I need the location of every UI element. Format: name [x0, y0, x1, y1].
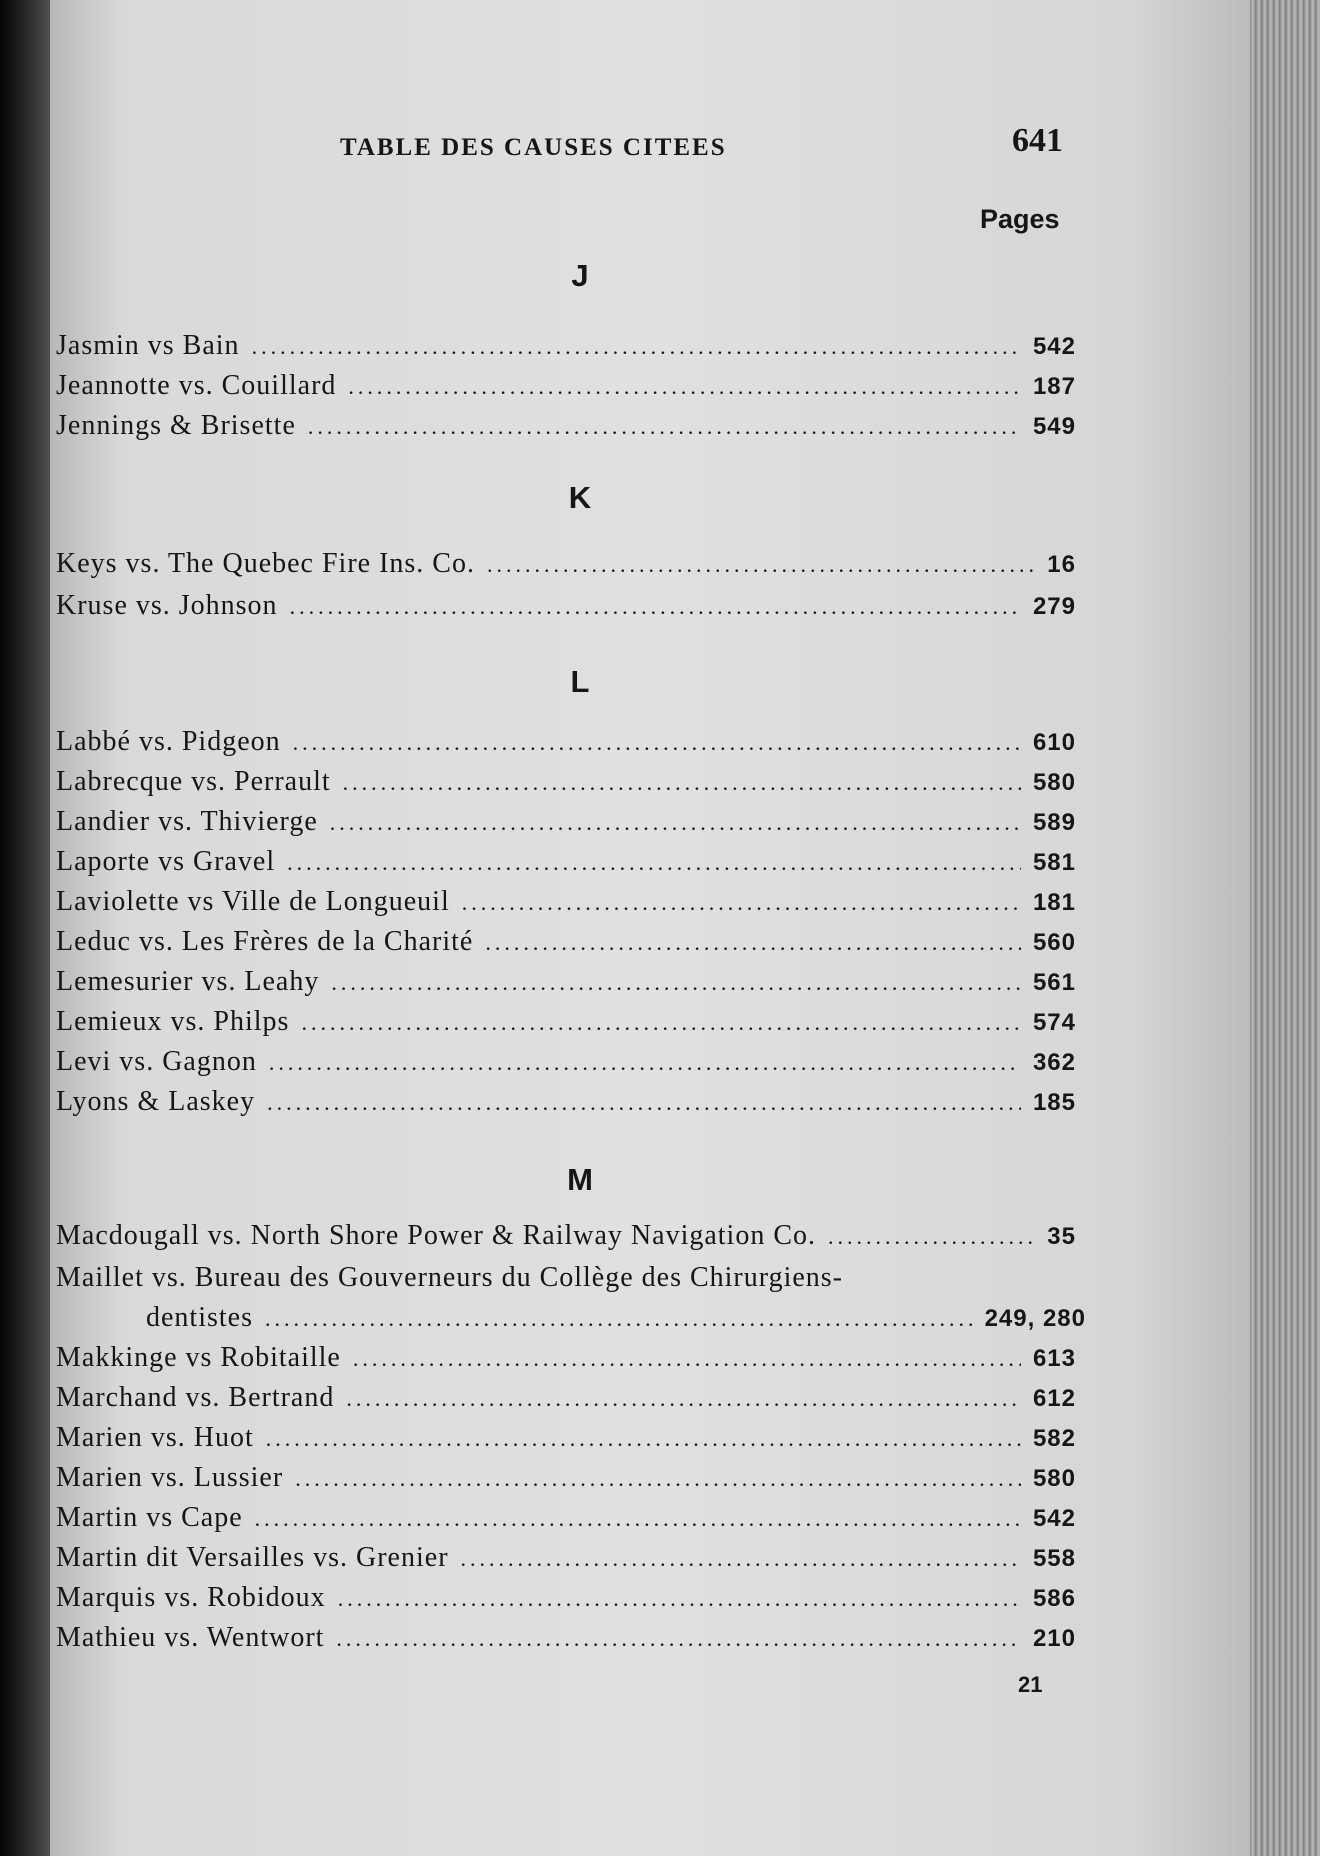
- case-page: 586: [1032, 1585, 1076, 1612]
- case-name: Jeannotte vs. Couillard: [56, 370, 337, 401]
- table-row: [56, 330, 1076, 366]
- pages-column-label: Pages: [980, 204, 1060, 234]
- dot-leader: [267, 1090, 1021, 1116]
- table-row: [56, 1622, 1076, 1658]
- case-name: Maillet vs. Bureau des Gouverneurs du Collège des Chirurgiens-: [56, 1262, 844, 1293]
- case-name-continuation: dentistes: [146, 1302, 253, 1333]
- table-row: [56, 1422, 1076, 1458]
- case-page: 560: [1032, 929, 1076, 956]
- case-name: Lemieux vs. Philps: [56, 1006, 290, 1037]
- dot-leader: [461, 1546, 1021, 1572]
- case-name: Labrecque vs. Perrault: [56, 766, 331, 797]
- table-row: [56, 1542, 1076, 1578]
- case-name: Laviolette vs Ville de Longueuil: [56, 886, 450, 917]
- case-page: 589: [1032, 809, 1076, 836]
- case-page: 249, 280: [984, 1305, 1086, 1332]
- dot-leader: [348, 374, 1021, 400]
- case-name: Martin vs Cape: [56, 1502, 243, 1533]
- table-row: [56, 1342, 1076, 1378]
- case-name: Labbé vs. Pidgeon: [56, 726, 281, 757]
- dot-leader: [266, 1426, 1021, 1452]
- section-letter-l: L: [570, 664, 590, 699]
- table-row: [56, 548, 1076, 584]
- table-row-continuation: [146, 1302, 1086, 1338]
- table-row: [56, 1086, 1076, 1122]
- case-name: Macdougall vs. North Shore Power & Railway Navigation Co.: [56, 1220, 817, 1251]
- table-row: [56, 1462, 1076, 1498]
- table-row: [56, 1262, 1076, 1298]
- case-name: Marien vs. Huot: [56, 1422, 254, 1453]
- case-name: Lyons & Laskey: [56, 1086, 256, 1117]
- table-row: [56, 886, 1076, 922]
- signature-mark: 21: [1018, 1672, 1043, 1697]
- case-page: 185: [1032, 1089, 1076, 1116]
- dot-leader: [255, 1506, 1021, 1532]
- case-page: 558: [1032, 1545, 1076, 1572]
- dot-leader: [331, 970, 1021, 996]
- case-page: 580: [1032, 1465, 1076, 1492]
- case-name: Marquis vs. Robidoux: [56, 1582, 326, 1613]
- page-stack-edge: [1250, 0, 1320, 1856]
- section-letter-k: K: [568, 480, 592, 515]
- case-page: 561: [1032, 969, 1076, 996]
- book-gutter-shadow: [0, 0, 50, 1856]
- dot-leader: [828, 1224, 1035, 1250]
- case-page: 613: [1032, 1345, 1076, 1372]
- dot-leader: [353, 1346, 1021, 1372]
- case-name: Leduc vs. Les Frères de la Charité: [56, 926, 474, 957]
- case-page: 279: [1032, 593, 1076, 620]
- case-page: 549: [1032, 413, 1076, 440]
- dot-leader: [290, 594, 1021, 620]
- case-page: 210: [1032, 1625, 1076, 1652]
- table-row: [56, 1220, 1076, 1256]
- case-name: Marien vs. Lussier: [56, 1462, 284, 1493]
- table-row: [56, 1582, 1076, 1618]
- dot-leader: [330, 810, 1021, 836]
- table-row: [56, 1046, 1076, 1082]
- dot-leader: [338, 1586, 1021, 1612]
- case-page: 35: [1047, 1223, 1076, 1250]
- case-name: Jasmin vs Bain: [56, 330, 240, 361]
- case-name: Laporte vs Gravel: [56, 846, 276, 877]
- table-row: [56, 410, 1076, 446]
- table-row: [56, 766, 1076, 802]
- running-title: TABLE DES CAUSES CITEES: [340, 134, 727, 161]
- case-page: 574: [1032, 1009, 1076, 1036]
- table-row: [56, 806, 1076, 842]
- dot-leader: [462, 890, 1021, 916]
- case-page: 16: [1047, 551, 1076, 578]
- dot-leader: [346, 1386, 1021, 1412]
- case-page: 181: [1032, 889, 1076, 916]
- case-name: Landier vs. Thivierge: [56, 806, 318, 837]
- dot-leader: [252, 334, 1021, 360]
- case-page: 612: [1032, 1385, 1076, 1412]
- book-page: [50, 0, 1250, 1856]
- case-page: 542: [1032, 1505, 1076, 1532]
- case-name: Jennings & Brisette: [56, 410, 296, 441]
- case-name: Marchand vs. Bertrand: [56, 1382, 335, 1413]
- table-row: [56, 726, 1076, 762]
- case-page: 187: [1032, 373, 1076, 400]
- case-page: 582: [1032, 1425, 1076, 1452]
- case-name: Makkinge vs Robitaille: [56, 1342, 341, 1373]
- dot-leader: [308, 414, 1021, 440]
- page-number: 641: [1012, 122, 1063, 159]
- section-letter-j: J: [571, 258, 589, 293]
- case-page: 362: [1032, 1049, 1076, 1076]
- table-row: [56, 926, 1076, 962]
- table-row: [56, 370, 1076, 406]
- dot-leader: [295, 1466, 1021, 1492]
- dot-leader: [487, 552, 1035, 578]
- case-page: 610: [1032, 729, 1076, 756]
- table-row: [56, 590, 1076, 626]
- dot-leader: [269, 1050, 1021, 1076]
- table-row: [56, 1006, 1076, 1042]
- dot-leader: [287, 850, 1021, 876]
- table-row: [56, 1382, 1076, 1418]
- case-name: Keys vs. The Quebec Fire Ins. Co.: [56, 548, 475, 579]
- dot-leader: [293, 730, 1021, 756]
- case-name: Levi vs. Gagnon: [56, 1046, 257, 1077]
- case-name: Martin dit Versailles vs. Grenier: [56, 1542, 449, 1573]
- case-name: Mathieu vs. Wentwort: [56, 1622, 325, 1653]
- table-row: [56, 846, 1076, 882]
- section-letter-m: M: [567, 1162, 593, 1197]
- dot-leader: [301, 1010, 1021, 1036]
- table-row: [56, 1502, 1076, 1538]
- case-page: 581: [1032, 849, 1076, 876]
- case-page: 580: [1032, 769, 1076, 796]
- case-page: 542: [1032, 333, 1076, 360]
- case-name: Kruse vs. Johnson: [56, 590, 278, 621]
- dot-leader: [485, 930, 1021, 956]
- table-row: [56, 966, 1076, 1002]
- dot-leader: [265, 1306, 973, 1332]
- dot-leader: [336, 1626, 1021, 1652]
- case-name: Lemesurier vs. Leahy: [56, 966, 320, 997]
- dot-leader: [343, 770, 1021, 796]
